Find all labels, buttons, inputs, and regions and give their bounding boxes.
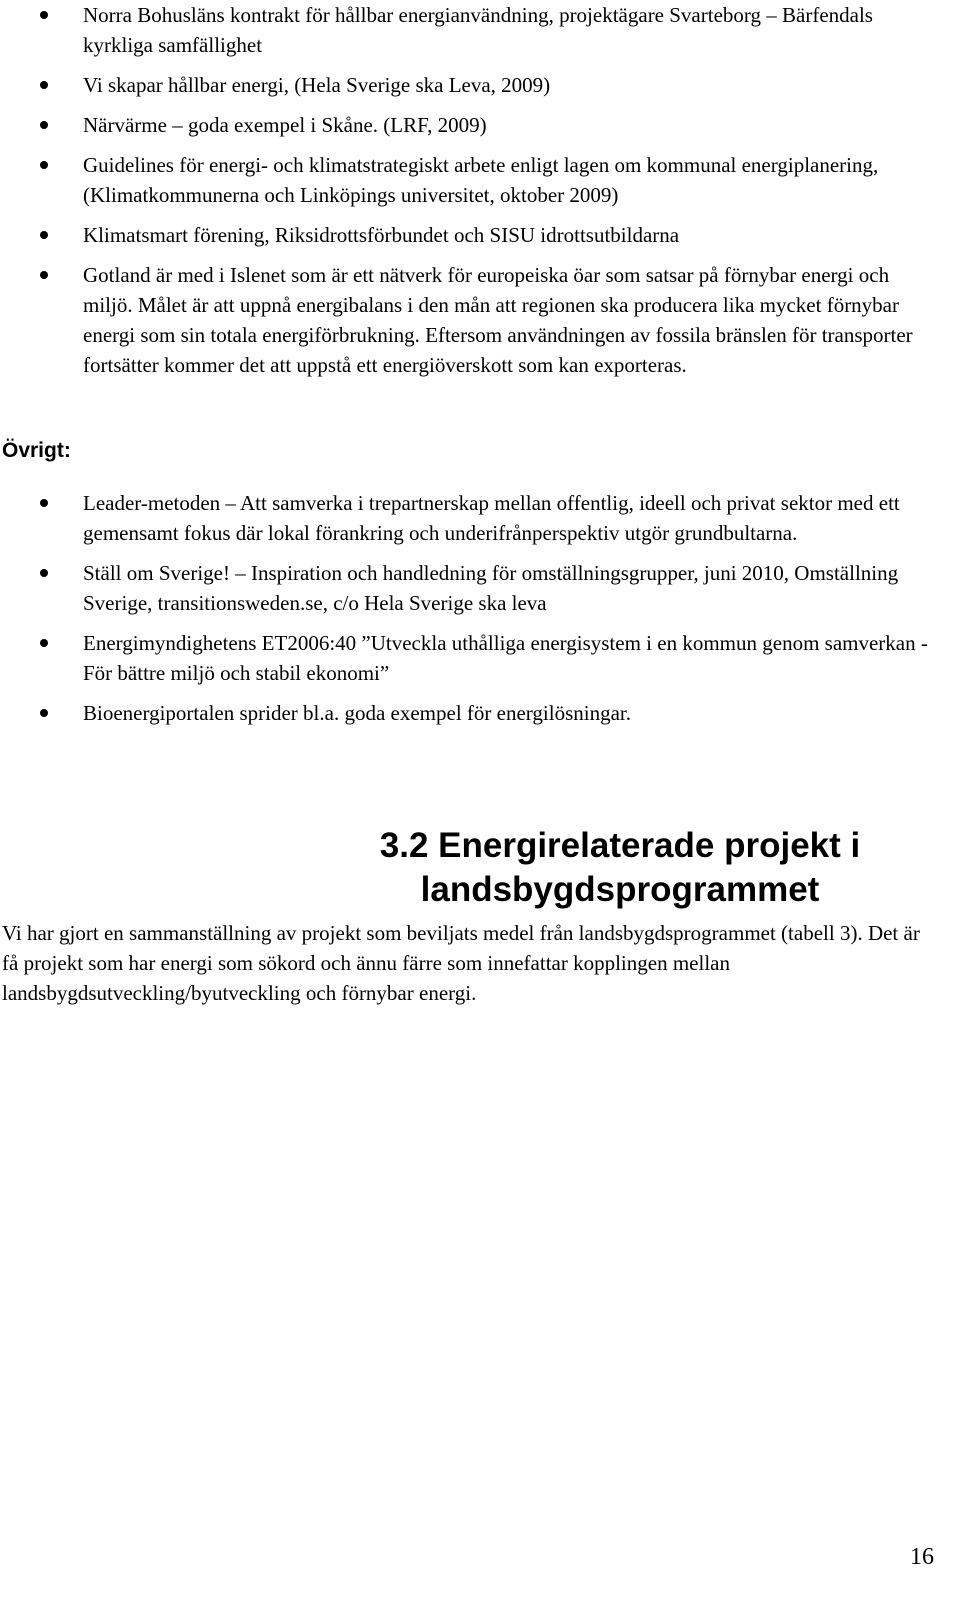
list-item-text: Ställ om Sverige! – Inspiration och handledning för omställningsgrupper, juni 2010, Omställning Sverige, transitionsweden.se, c/o Hela Sverige ska leva: [83, 561, 899, 615]
list-item: [0, 558, 960, 618]
section-label-ovrigt: Övrigt:: [2, 439, 71, 462]
bullet-icon: [40, 569, 48, 577]
bullet-icon: [40, 231, 48, 239]
list-item-text: Närvärme – goda exempel i Skåne. (LRF, 2009): [83, 113, 487, 137]
list-item: [0, 110, 960, 140]
bullet-icon: [40, 639, 48, 647]
list-item: [0, 0, 960, 60]
list-item-text: Vi skapar hållbar energi, (Hela Sverige ska Leva, 2009): [83, 73, 551, 97]
list-item: [0, 488, 960, 548]
body-paragraph: Vi har gjort en sammanställning av projekt som beviljats medel från landsbygdsprogrammet (tabell 3). Det är få projekt som har energi som sökord och ännu färre som innefattar kopplingen mellan landsbygdsutveckling/byutveckling och förnybar energi.: [2, 921, 920, 1005]
bullet-icon: [40, 11, 48, 19]
bullet-icon: [40, 121, 48, 129]
list-item-text: Energimyndighetens ET2006:40 ”Utveckla uthålliga energisystem i en kommun genom samverkan - För bättre miljö och stabil ekonomi”: [83, 631, 928, 685]
list-item-text: Gotland är med i Islenet som är ett nätverk för europeiska öar som satsar på förnybar energi och miljö. Målet är att uppnå energibalans i den mån att regionen ska producera lika mycket förnybar energi som sin totala energiförbrukning. Eftersom användningen av fossila bränslen för transporter fortsätter kommer det att uppstå ett energiöverskott som kan exporteras.: [83, 263, 913, 377]
list-item-text: Bioenergiportalen sprider bl.a. goda exempel för energilösningar.: [83, 701, 631, 725]
resource-list-top: [0, 0, 960, 390]
bullet-icon: [40, 81, 48, 89]
bullet-icon: [40, 499, 48, 507]
list-item-text: Guidelines för energi- och klimatstrategiskt arbete enligt lagen om kommunal energiplanering, (Klimatkommunerna och Linköpings universitet, oktober 2009): [83, 153, 879, 207]
list-item: [0, 260, 960, 380]
bullet-icon: [40, 271, 48, 279]
list-item: [0, 698, 960, 728]
bullet-icon: [40, 161, 48, 169]
list-item: [0, 220, 960, 250]
page-number: 16: [910, 1544, 934, 1570]
list-item-text: Norra Bohusläns kontrakt för hållbar energianvändning, projektägare Svarteborg – Bärfendals kyrkliga samfällighet: [83, 3, 873, 57]
list-item: [0, 628, 960, 688]
list-item: [0, 70, 960, 100]
list-item-text: Leader-metoden – Att samverka i trepartnerskap mellan offentlig, ideell och privat sektor med ett gemensamt fokus där lokal förankring och underifrånperspektiv utgör grundbultarna.: [83, 491, 900, 545]
list-item: [0, 150, 960, 210]
bullet-icon: [40, 709, 48, 717]
list-item-text: Klimatsmart förening, Riksidrottsförbundet och SISU idrottsutbildarna: [83, 223, 680, 247]
section-heading: 3.2 Energirelaterade projekt i landsbygdsprogrammet: [379, 826, 861, 910]
resource-list-bottom: [0, 488, 960, 738]
